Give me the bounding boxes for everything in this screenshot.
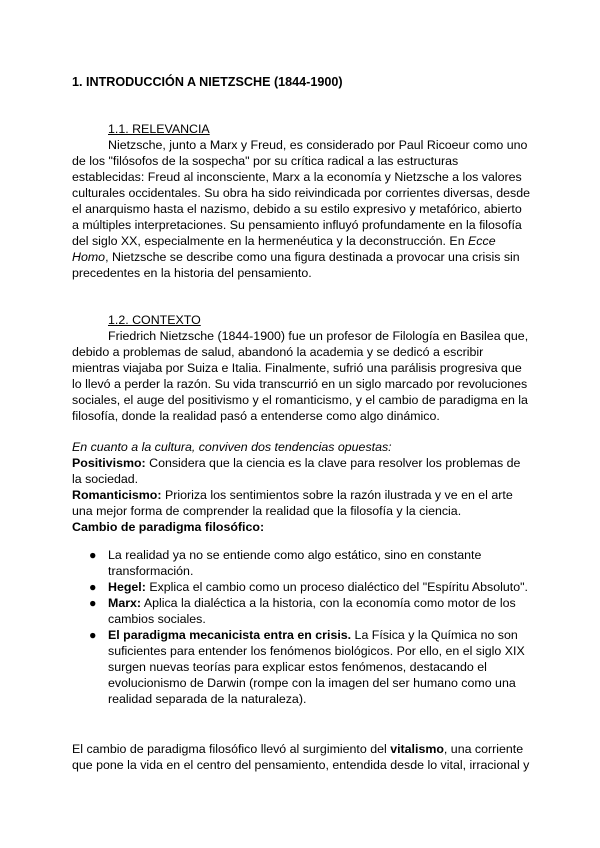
list-item: ● Hegel: Explica el cambio como un proceso dialéctico del "Espíritu Absoluto". — [89, 580, 528, 594]
vitalismo-term: vitalismo — [390, 742, 444, 756]
bullet-icon: ● — [89, 596, 97, 610]
paradigm-list — [72, 547, 532, 707]
paragraph-contexto: Friedrich Nietzsche (1844-1900) fue un profesor de Filología en Basilea que, debido a problemas de salud, abandonó la academia y se dedicó a escribir mientras viajaba por Suiza e Italia. Finalmente, sufrió una parálisis progresiva que lo llevó a perder la razón. Su vida transcurrió en un siglo marcado por revoluciones sociales, el auge del positivismo y el romanticismo, y el cambio de paradigma en la filosofía, donde la realidad pasó a entenderse como algo dinámico. — [72, 329, 529, 423]
closing-paragraph: El cambio de paradigma filosófico llevó al surgimiento del vitalismo, una corriente que pone la vida en el centro del pensamiento, entendida desde lo vital, irracional y — [72, 742, 530, 772]
paragraph-text: Nietzsche, junto a Marx y Freud, es considerado por Paul Ricoeur como uno de los "filósofos de la sospecha" por su crítica radical a las estructuras establecidas: Freud al inconsciente, Marx a la economía y Nietzsche a los valores culturales occidentales. Su obra ha sido reivindicada por corrientes diversas, desde el anarquismo hasta el nazismo, debido a su estilo expresivo y metafórico, abierto a múltiples interpretaciones. Su pensamiento influyó profundamente en la filosofía del siglo XX, especialmente en la hermenéutica y la deconstrucción. En — [72, 138, 531, 248]
bullet-icon: ● — [89, 580, 97, 594]
section-heading-relevancia: 1.1. RELEVANCIA — [108, 122, 210, 136]
paragraph-text: , Nietzsche se describe como una figura destinada a provocar una crisis sin precedentes en la historia del pensamiento. — [72, 250, 520, 280]
positivismo-paragraph: Positivismo: Considera que la ciencia es la clave para resolver los problemas de la sociedad. — [72, 456, 521, 486]
culture-intro: En cuanto a la cultura, conviven dos tendencias opuestas: — [72, 440, 392, 454]
romanticismo-label: Romanticismo: — [72, 488, 162, 502]
paradigm-heading: Cambio de paradigma filosófico: — [72, 520, 265, 534]
positivismo-label: Positivismo: — [72, 456, 146, 470]
bullet-icon: ● — [89, 548, 97, 562]
list-item: ● Marx: Aplica la dialéctica a la historia, con la economía como motor de los cambios sociales. — [89, 596, 516, 626]
document-title: 1. INTRODUCCIÓN A NIETZSCHE (1844-1900) — [72, 75, 343, 89]
book-title-ecce-homo: Ecce Homo — [72, 234, 496, 264]
section-heading-contexto: 1.2. CONTEXTO — [108, 313, 201, 327]
list-item: ● La realidad ya no se entiende como algo estático, sino en constante transformación. — [89, 548, 482, 578]
culture-section — [72, 439, 532, 535]
romanticismo-paragraph: Romanticismo: Prioriza los sentimientos sobre la razón ilustrada y ve en el arte una mejor forma de comprender la realidad que la filosofía y la ciencia. — [72, 488, 513, 518]
paragraph-relevancia — [72, 137, 532, 281]
list-item: ● El paradigma mecanicista entra en crisis. La Física y la Química no son suficientes para entender los fenómenos biológicos. Por ello, en el siglo XIX surgen nuevas teorías para explicar estos fenómenos, destacando el evolucionismo de Darwin (rompe con la imagen del ser humano como una realidad separada de la naturaleza). — [89, 628, 525, 706]
bullet-icon: ● — [89, 628, 97, 642]
